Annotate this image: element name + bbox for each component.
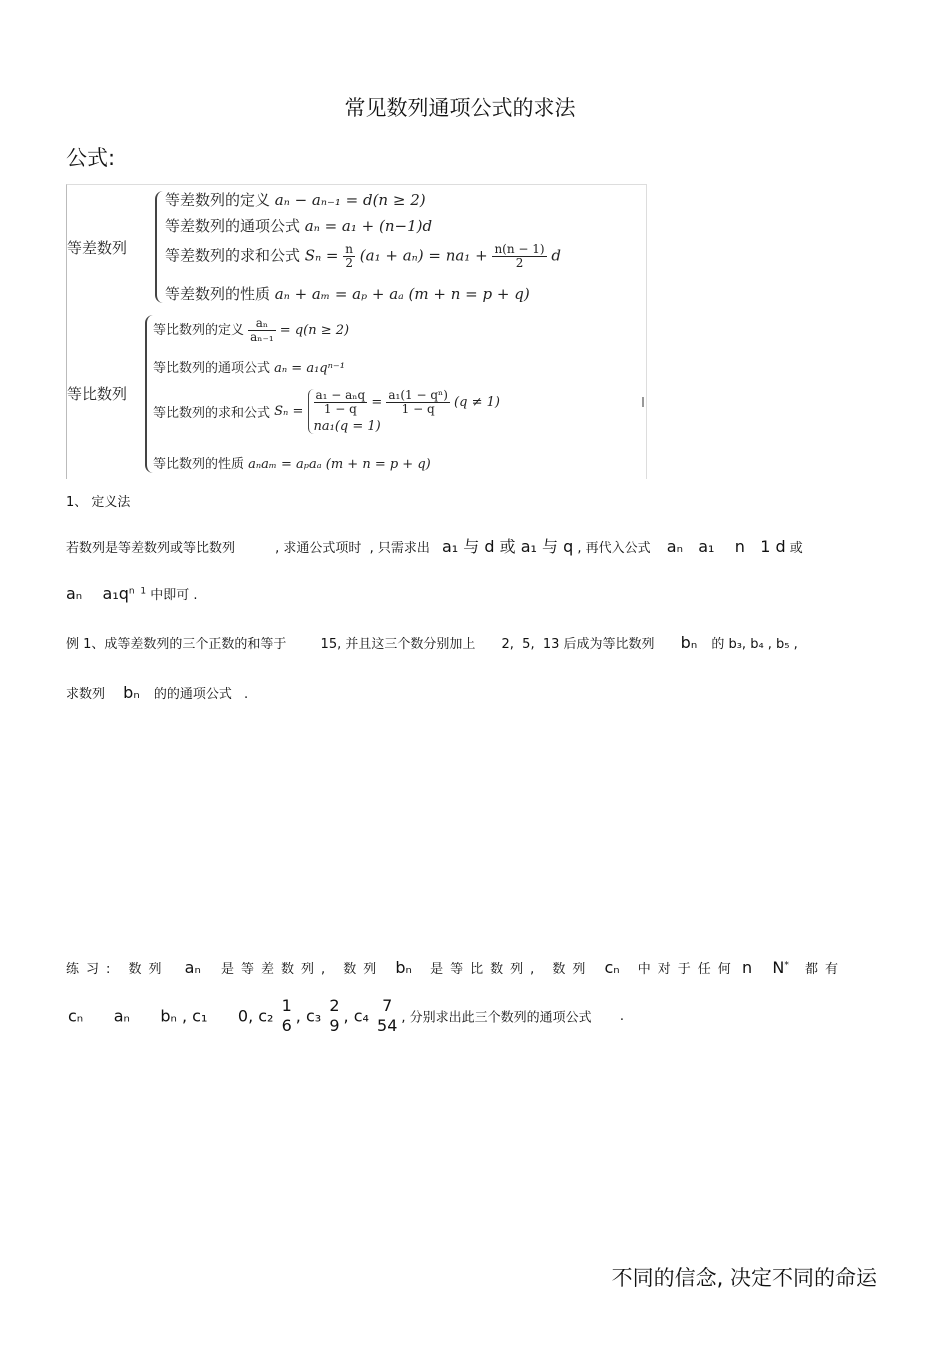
geometric-sum-fraction-2 (386, 389, 450, 416)
geometric-definition (153, 317, 349, 344)
practice-line-1 (66, 958, 845, 977)
example-text: 求数列 (66, 687, 106, 702)
paragraph-text: , 求通公式项时 (275, 541, 362, 556)
practice-math: aₙ (184, 958, 201, 977)
paragraph-text: 若数列是等差数列或等比数列 (66, 541, 236, 556)
example-1-line-1 (66, 633, 798, 652)
paragraph-math: aₙ a₁q (66, 584, 129, 603)
geometric-sum-case-1 (314, 389, 500, 416)
geometric-property-label: 等比数列的性质 (153, 457, 245, 472)
fraction-denominator: 2 (515, 256, 524, 271)
fraction-denominator: 1 − q (401, 402, 435, 417)
paragraph-text: , 再代入公式 (577, 541, 651, 556)
practice-fraction-3 (377, 996, 397, 1036)
practice-math: n N (741, 958, 785, 977)
fraction-denominator: 9 (329, 1016, 340, 1035)
arithmetic-property (165, 283, 530, 304)
arithmetic-general-term-label: 等差数列的通项公式 (165, 217, 301, 235)
fraction-numerator: 1 (281, 996, 292, 1015)
geometric-sum-fraction-1 (314, 389, 368, 416)
page-title: 常见数列通项公式的求法 (344, 96, 576, 120)
geometric-general-term (153, 357, 345, 376)
paragraph-superscript: n 1 (128, 586, 147, 597)
arithmetic-general-term (165, 215, 432, 236)
geometric-sum-label: 等比数列的求和公式 (153, 406, 271, 422)
geometric-sum-condition: (q ≠ 1) (454, 395, 500, 411)
image-edge-mark (642, 397, 644, 407)
example-text: 的的通项公式 (153, 687, 232, 702)
arithmetic-brace (155, 191, 163, 303)
example-text: 2, 5, 13 后成为等比数列 (501, 637, 655, 652)
arithmetic-definition-label: 等差数列的定义 (165, 191, 271, 209)
geometric-general-term-label: 等比数列的通项公式 (153, 361, 271, 376)
arithmetic-sum-fraction-1 (343, 243, 355, 270)
practice-line-2 (68, 996, 624, 1036)
geometric-definition-fraction (248, 317, 276, 344)
practice-math: , c₃ (295, 1006, 322, 1026)
practice-math: , c₄ (343, 1006, 369, 1026)
example-math: bₙ (123, 683, 140, 702)
arithmetic-definition-math: aₙ − aₙ₋₁ = d(n ≥ 2) (274, 191, 426, 209)
arithmetic-sum-fraction-2 (492, 243, 546, 270)
fraction-denominator: 6 (281, 1016, 292, 1035)
practice-text: 练习: 数列 (66, 962, 169, 977)
geometric-definition-math: = q(n ≥ 2) (279, 323, 350, 339)
geometric-sum-pre: Sₙ = (274, 404, 304, 420)
fraction-denominator: 1 − q (323, 402, 357, 417)
paragraph-math: aₙ a₁ n 1 d (666, 537, 786, 556)
arithmetic-sum (165, 243, 561, 270)
example-text: 的 b₃, b₄ , b₅ , (711, 637, 798, 652)
practice-text: 中对于任何 (637, 962, 738, 977)
example-math: bₙ (680, 633, 698, 652)
practice-text: 都有 (805, 962, 846, 977)
fraction-numerator: aₙ (248, 317, 276, 331)
arithmetic-label: 等差数列 (67, 239, 128, 257)
fraction-numerator: a₁ − aₙq (315, 388, 366, 402)
fraction-numerator: n(n − 1) (494, 242, 545, 256)
practice-math: bₙ (395, 958, 412, 977)
practice-superscript: * (784, 960, 789, 971)
paragraph-text: 中即可 . (150, 588, 198, 603)
geometric-label: 等比数列 (67, 385, 128, 403)
practice-fraction-2 (329, 996, 339, 1036)
practice-fraction-1 (282, 996, 292, 1036)
geometric-general-term-math: aₙ = a₁qⁿ⁻¹ (274, 361, 345, 376)
arithmetic-definition (165, 189, 426, 210)
geometric-sum-case-2: na₁(q = 1) (313, 419, 381, 435)
fraction-denominator: 54 (377, 1016, 398, 1035)
footer-motto: 不同的信念, 决定不同的命运 (611, 1266, 877, 1290)
paragraph-math: a₁ 与 d 或 a₁ 与 q (441, 537, 574, 556)
example-text: 例 1、成等差数列的三个正数的和等于 (66, 637, 287, 652)
geometric-property (153, 453, 431, 472)
section-heading: 1、 定义法 (66, 495, 131, 510)
practice-text: . (619, 1008, 624, 1024)
paragraph-text: , 只需求出 (369, 541, 430, 556)
paragraph-text: 或 (789, 541, 803, 556)
practice-text: 是等比数列, 数列 (430, 962, 593, 977)
practice-text: 是等差数列, 数列 (220, 962, 384, 977)
geometric-sum-cases (308, 389, 500, 434)
arithmetic-sum-label: 等差数列的求和公式 (165, 246, 301, 265)
fraction-denominator: 2 (345, 256, 353, 271)
formula-image (66, 184, 647, 479)
arithmetic-sum-pre: Sₙ = (304, 246, 339, 265)
fraction-denominator: aₙ₋₁ (250, 330, 274, 345)
fraction-numerator: 7 (382, 996, 393, 1015)
paragraph-1 (66, 534, 803, 557)
example-1-line-2 (66, 683, 248, 702)
practice-math: cₙ (604, 958, 620, 977)
geometric-sum (153, 389, 500, 434)
arithmetic-property-math: aₙ + aₘ = aₚ + aₐ (m + n = p + q) (274, 285, 530, 303)
fraction-numerator: a₁(1 − qⁿ) (388, 388, 448, 402)
geometric-sum-equals: = (371, 395, 383, 411)
geometric-brace (145, 315, 153, 473)
arithmetic-sum-mid: (a₁ + aₙ) = na₁ + (359, 246, 488, 265)
formula-heading: 公式: (66, 146, 116, 170)
example-text: 15, 并且这三个数分别加上 (320, 637, 476, 652)
geometric-property-math: aₙaₘ = aₚaₐ (m + n = p + q) (248, 457, 431, 472)
practice-text: , 分别求出此三个数列的通项公式 (401, 1010, 592, 1026)
arithmetic-property-label: 等差数列的性质 (165, 285, 271, 303)
fraction-numerator: 2 (329, 996, 340, 1015)
arithmetic-sum-post: d (551, 246, 561, 265)
practice-math: cₙ aₙ bₙ , c₁ 0, c₂ (68, 1006, 274, 1026)
example-text: . (243, 687, 249, 702)
paragraph-2 (66, 584, 197, 603)
fraction-numerator: n (345, 242, 354, 256)
geometric-definition-label: 等比数列的定义 (153, 323, 245, 339)
arithmetic-general-term-math: aₙ = a₁ + (n−1)d (304, 217, 433, 235)
